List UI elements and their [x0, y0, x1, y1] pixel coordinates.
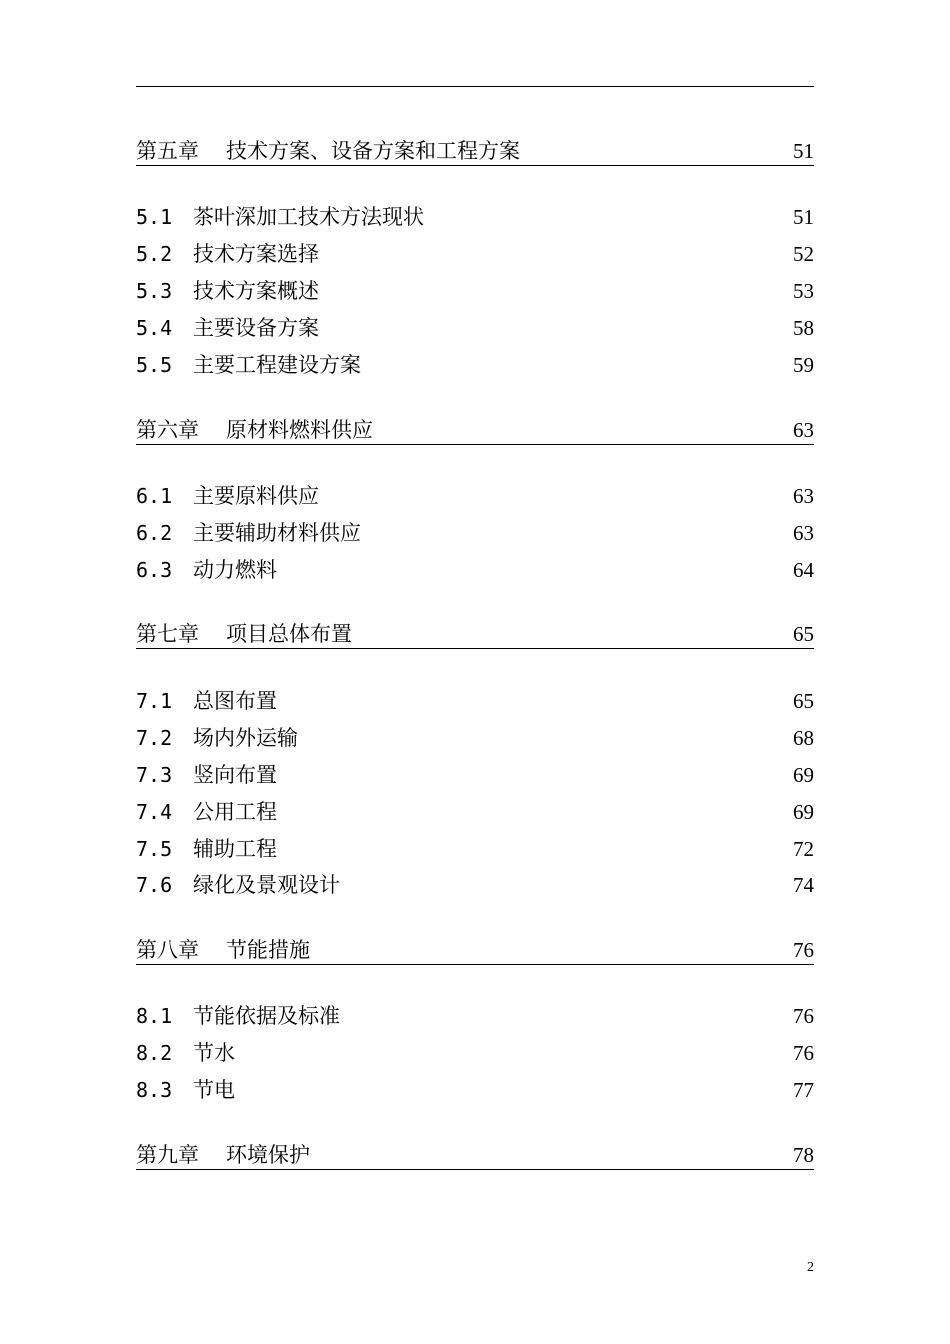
toc-section-7-1[interactable]: [136, 686, 814, 716]
toc-section-number: 5.2: [136, 242, 173, 266]
toc-page-number: 74: [793, 873, 814, 897]
toc-page-number: 53: [793, 279, 814, 303]
toc-page-number: 68: [793, 726, 814, 750]
page-number: 2: [807, 1260, 814, 1275]
toc-page-number: 77: [793, 1078, 814, 1102]
toc-section-number: 7.4: [136, 800, 173, 824]
toc-section-number: 8.2: [136, 1041, 173, 1065]
toc-chapter-title: 技术方案、设备方案和工程方案: [226, 139, 520, 163]
toc-page-number: 78: [793, 1143, 814, 1167]
toc-chapter-6[interactable]: [136, 416, 814, 445]
toc-section-number: 5.4: [136, 316, 173, 340]
toc-section-title: 竖向布置: [193, 763, 277, 787]
toc-chapter-title: 原材料燃料供应: [226, 418, 373, 442]
header-rule: [136, 86, 814, 87]
toc-section-number: 8.1: [136, 1004, 173, 1028]
toc-page-number: 76: [793, 938, 814, 962]
toc-section-7-6[interactable]: [136, 870, 814, 900]
toc-section-8-3[interactable]: [136, 1075, 814, 1105]
toc-page-number: 59: [793, 353, 814, 377]
toc-page-number: 63: [793, 521, 814, 545]
toc-section-number: 7.1: [136, 689, 173, 713]
toc-chapter-8[interactable]: [136, 936, 814, 965]
toc-section-6-3[interactable]: [136, 555, 814, 585]
toc-section-title: 绿化及景观设计: [193, 873, 340, 897]
toc-section-title: 技术方案概述: [193, 279, 319, 303]
toc-section-5-5[interactable]: [136, 350, 814, 380]
toc-page-number: 65: [793, 689, 814, 713]
toc-page-number: 63: [793, 484, 814, 508]
toc-section-8-2[interactable]: [136, 1038, 814, 1068]
toc-section-number: 7.3: [136, 763, 173, 787]
toc-section-title: 节电: [193, 1078, 235, 1102]
toc-chapter-number: 第七章: [136, 622, 199, 646]
toc-section-title: 主要原料供应: [193, 484, 319, 508]
toc-page-number: 51: [793, 139, 814, 163]
toc-section-number: 7.5: [136, 837, 173, 861]
toc-section-number: 5.5: [136, 353, 173, 377]
toc-section-title: 茶叶深加工技术方法现状: [193, 205, 424, 229]
toc-section-title: 主要工程建设方案: [193, 353, 361, 377]
toc-section-number: 6.3: [136, 558, 173, 582]
toc-section-6-1[interactable]: [136, 481, 814, 511]
toc-chapter-7[interactable]: [136, 620, 814, 649]
toc-section-number: 7.6: [136, 873, 173, 897]
toc-section-5-2[interactable]: [136, 239, 814, 269]
toc-page-number: 69: [793, 763, 814, 787]
toc-section-6-2[interactable]: [136, 518, 814, 548]
toc-section-title: 公用工程: [193, 800, 277, 824]
toc-section-title: 总图布置: [193, 689, 277, 713]
toc-page-number: 76: [793, 1004, 814, 1028]
toc-chapter-number: 第五章: [136, 139, 199, 163]
toc-section-8-1[interactable]: [136, 1001, 814, 1031]
toc-page-number: 63: [793, 418, 814, 442]
toc-page-number: 72: [793, 837, 814, 861]
toc-page-number: 58: [793, 316, 814, 340]
toc-section-7-2[interactable]: [136, 723, 814, 753]
toc-page-number: 51: [793, 205, 814, 229]
toc-section-5-3[interactable]: [136, 276, 814, 306]
toc-section-title: 节水: [193, 1041, 235, 1065]
toc-section-number: 6.1: [136, 484, 173, 508]
toc-section-title: 辅助工程: [193, 837, 277, 861]
toc-section-title: 场内外运输: [193, 726, 298, 750]
toc-chapter-number: 第六章: [136, 418, 199, 442]
toc-section-title: 节能依据及标准: [193, 1004, 340, 1028]
toc-section-7-4[interactable]: [136, 797, 814, 827]
toc-chapter-title: 节能措施: [226, 938, 310, 962]
toc-page-number: 76: [793, 1041, 814, 1065]
toc-section-7-3[interactable]: [136, 760, 814, 790]
toc-page-number: 64: [793, 558, 814, 582]
toc-page-number: 65: [793, 622, 814, 646]
toc-section-5-4[interactable]: [136, 313, 814, 343]
toc-section-number: 5.1: [136, 205, 173, 229]
toc-chapter-number: 第九章: [136, 1143, 199, 1167]
toc-section-title: 技术方案选择: [193, 242, 319, 266]
toc-section-title: 主要辅助材料供应: [193, 521, 361, 545]
toc-section-number: 6.2: [136, 521, 173, 545]
toc-section-number: 5.3: [136, 279, 173, 303]
toc-chapter-title: 项目总体布置: [226, 622, 352, 646]
toc-chapter-5[interactable]: [136, 137, 814, 166]
toc-page-number: 69: [793, 800, 814, 824]
toc-chapter-title: 环境保护: [226, 1143, 310, 1167]
toc-section-7-5[interactable]: [136, 834, 814, 864]
toc-section-title: 动力燃料: [193, 558, 277, 582]
toc-page-number: 52: [793, 242, 814, 266]
toc-section-title: 主要设备方案: [193, 316, 319, 340]
toc-section-5-1[interactable]: [136, 202, 814, 232]
toc-chapter-number: 第八章: [136, 938, 199, 962]
toc-section-number: 8.3: [136, 1078, 173, 1102]
toc-chapter-9[interactable]: [136, 1141, 814, 1170]
toc-section-number: 7.2: [136, 726, 173, 750]
